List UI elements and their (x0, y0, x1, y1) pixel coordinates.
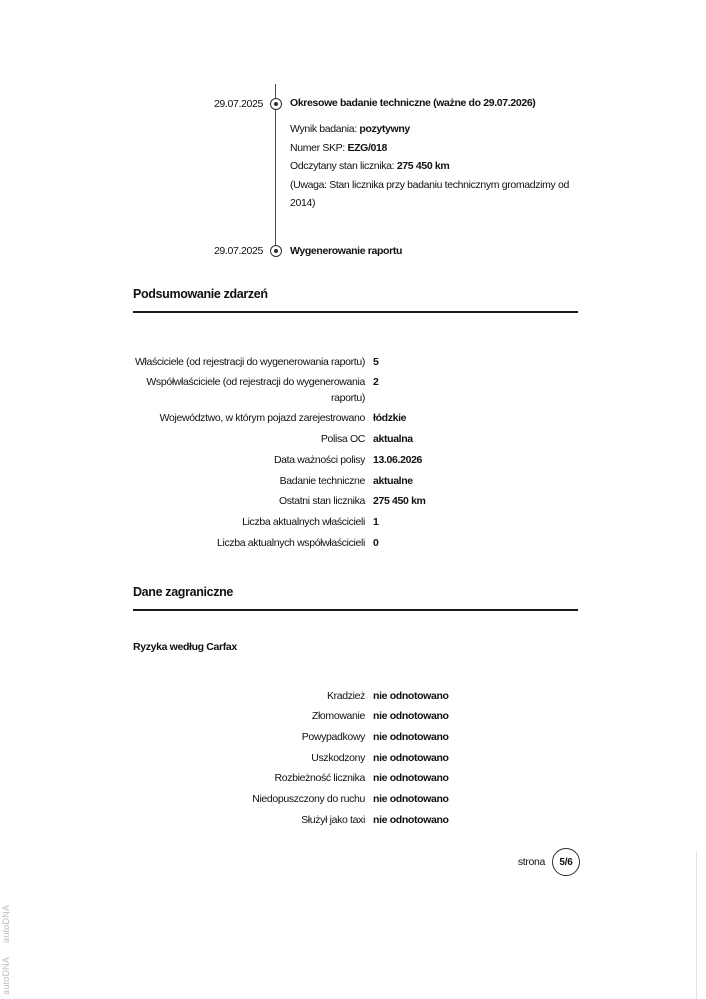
summary-label: Liczba aktualnych właścicieli (242, 515, 365, 528)
timeline-detail (290, 139, 578, 158)
timeline-marker-icon (270, 245, 282, 257)
summary-label: Badanie techniczne (279, 474, 365, 487)
risk-label: Niedopuszczony do ruchu (252, 793, 365, 806)
risk-label: Powypadkowy (301, 730, 365, 743)
risk-row (133, 810, 578, 831)
summary-value: łódzkie (373, 412, 407, 425)
detail-label: Odczytany stan licznika: (290, 160, 395, 172)
timeline-detail (290, 120, 578, 139)
summary-value: 13.06.2026 (373, 453, 423, 466)
summary-row (133, 512, 578, 533)
risk-label: Służył jako taxi (301, 813, 365, 826)
summary-row (133, 409, 578, 430)
summary-row (133, 352, 578, 373)
detail-value: 275 450 km (396, 160, 450, 172)
summary-value: aktualna (373, 433, 413, 446)
summary-label: Polisa OC (320, 433, 365, 446)
risk-value: nie odnotowano (373, 730, 449, 743)
summary-row (133, 533, 578, 554)
page-footer-label: strona (517, 856, 545, 868)
risk-value: nie odnotowano (373, 813, 449, 826)
summary-row (133, 492, 578, 513)
detail-label: Wynik badania: (290, 123, 357, 135)
risk-value: nie odnotowano (373, 772, 449, 785)
summary-row (133, 373, 578, 409)
page-number-badge: 5/6 (552, 848, 580, 876)
summary-value: 1 (373, 515, 379, 528)
timeline-event-date: 29.07.2025 (213, 98, 263, 110)
section-title-foreign-data: Dane zagraniczne (133, 585, 578, 611)
risk-label: Kradzież (326, 689, 365, 702)
section-title-summary: Podsumowanie zdarzeń (133, 287, 578, 313)
risk-list (133, 686, 578, 831)
summary-row (133, 450, 578, 471)
summary-list (133, 352, 578, 554)
risk-row (133, 789, 578, 810)
summary-value: 5 (373, 355, 379, 368)
timeline-event-content (290, 97, 578, 213)
timeline-event-title: Wygenerowanie raportu (290, 245, 403, 257)
timeline-event-date: 29.07.2025 (213, 245, 263, 257)
detail-value: pozytywny (359, 123, 410, 135)
timeline-marker-icon (270, 98, 282, 110)
timeline-event-title: Okresowe badanie techniczne (ważne do 29.07.2026) (290, 97, 536, 109)
summary-label: Współwłaściciele (od rejestracji do wygenerowania raportu) (146, 376, 365, 404)
risk-label: Rozbieżność licznika (274, 772, 365, 785)
risk-row (133, 686, 578, 707)
watermark-text: autoDNA (1, 957, 11, 995)
detail-label: Numer SKP: (290, 141, 345, 154)
carfax-risks-subheading: Ryzyka według Carfax (133, 641, 237, 653)
risk-row (133, 727, 578, 748)
timeline-event-content (290, 245, 578, 268)
risk-value: nie odnotowano (373, 793, 449, 806)
risk-label: Złomowanie (311, 710, 365, 723)
summary-value: 0 (373, 536, 379, 549)
risk-row (133, 748, 578, 769)
risk-value: nie odnotowano (373, 751, 449, 764)
summary-label: Ostatni stan licznika (278, 495, 365, 508)
summary-label: Województwo, w którym pojazd zarejestrowano (159, 412, 365, 425)
summary-value: 275 450 km (373, 495, 426, 508)
risk-value: nie odnotowano (373, 689, 449, 702)
summary-label: Właściciele (od rejestracji do wygenerowania raportu) (134, 355, 365, 368)
summary-row (133, 430, 578, 451)
summary-value: 2 (373, 376, 379, 389)
timeline-note: (Uwaga: Stan licznika przy badaniu technicznym gromadzimy od 2014) (290, 178, 569, 209)
timeline-detail (290, 157, 578, 176)
summary-label: Liczba aktualnych współwłaścicieli (216, 536, 365, 549)
watermark (1, 905, 11, 995)
summary-row (133, 471, 578, 492)
risk-row (133, 707, 578, 728)
detail-value: EZG/018 (347, 141, 388, 154)
risk-label: Uszkodzony (311, 751, 365, 764)
page-edge-line (696, 852, 697, 999)
risk-row (133, 769, 578, 790)
watermark-text: autoDNA (1, 905, 11, 944)
summary-value: aktualne (373, 474, 413, 487)
summary-label: Data ważności polisy (273, 453, 365, 466)
risk-value: nie odnotowano (373, 710, 449, 723)
